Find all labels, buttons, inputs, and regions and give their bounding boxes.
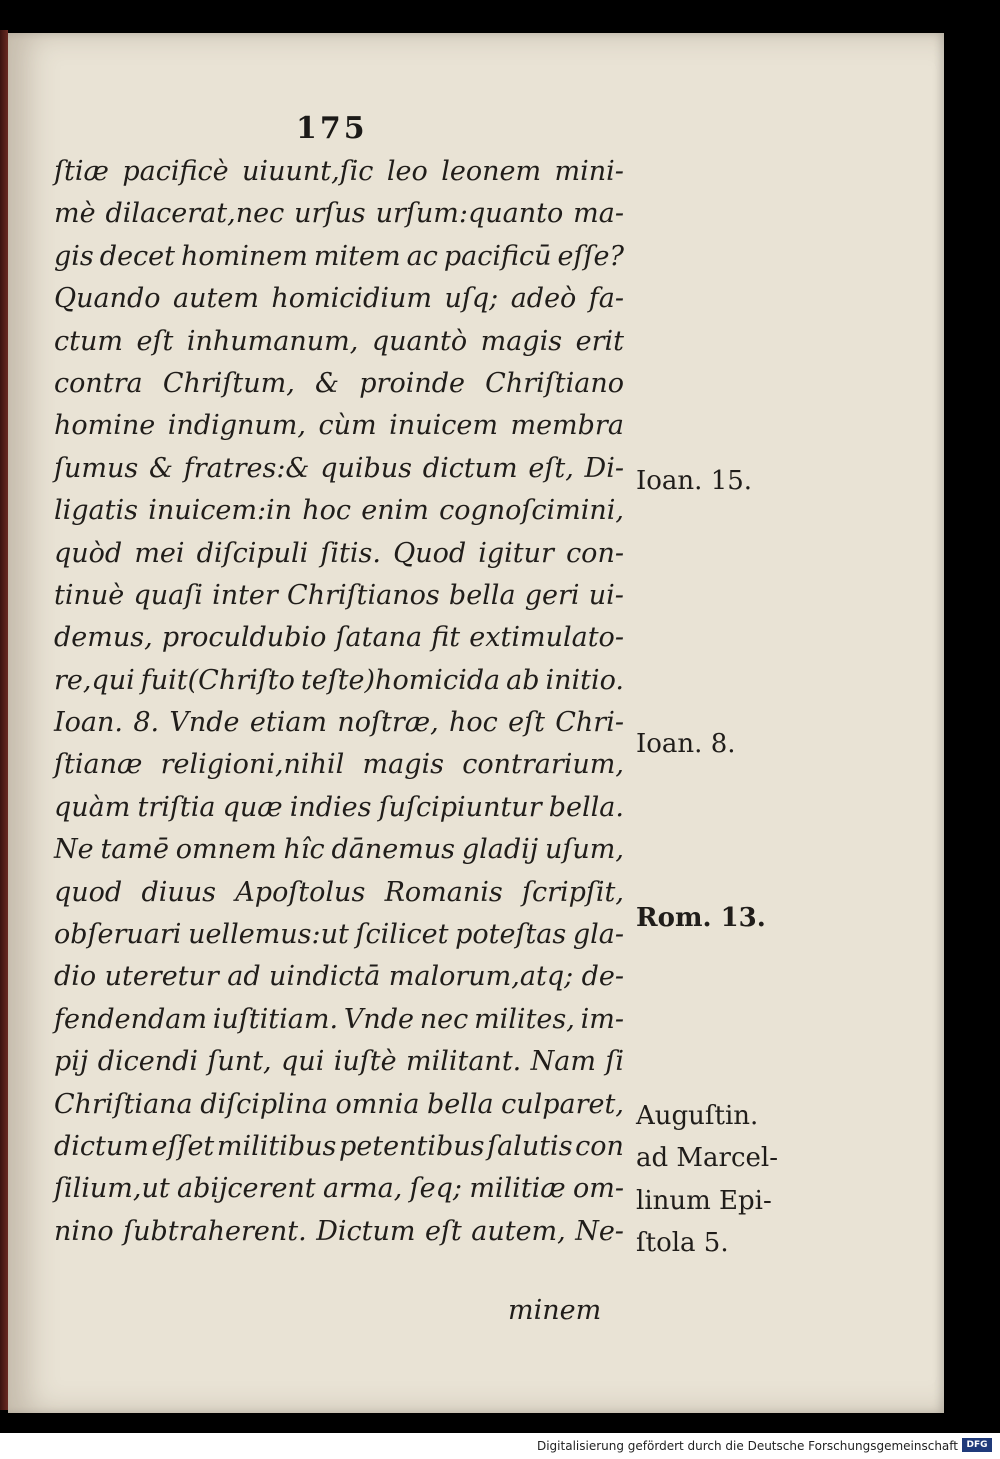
text-line: ſumus & fratres:& quibus dictum eſt, Di- [54,452,624,484]
text-line: homine indignum, cùm inuicem membra [54,410,624,442]
text-line: Chriſtiana diſciplina omnia bella culparet, [54,1088,624,1120]
margin-note: Rom. 13. [636,903,766,933]
text-line: ligatis inuicem:in hoc enim cognoſcimini, [54,495,624,527]
page-number: 175 [296,111,368,146]
text-line: re,qui fuit(Chriſto teſte)homicida ab initio. [54,664,624,696]
book-spine-edge [0,30,8,1410]
text-line: tinuè quaſi inter Chriſtianos bella geri ui- [54,579,624,611]
text-line: ctum eſt inhumanum, quantò magis erit [54,325,624,357]
text-line: Ne tamē omnem hîc dānemus gladij uſum, [54,834,624,866]
text-line: fendendam iuſtitiam. Vnde nec milites, im- [54,1003,624,1035]
text-line: Ioan. 8. Vnde etiam noſtræ, hoc eſt Chri- [54,707,624,739]
text-line: gis decet hominem mitem ac pacificū eſſe? [54,240,624,272]
margin-note: Ioan. 15. [636,466,753,496]
funding-credit: Digitalisierung gefördert durch die Deutsche Forschungsgemeinschaft [536,1439,958,1453]
text-line: ſtianæ religioni,nihil magis contrarium, [54,749,624,781]
text-line: ſilium,ut abijcerent arma, ſeq; militiæ om- [54,1173,624,1205]
main-text-block [54,151,624,1253]
text-line: dio uteretur ad uindictā malorum,atq; de- [54,961,624,993]
catchword: minem [508,1295,602,1326]
footer-bar [0,1433,1000,1459]
text-line: mè dilacerat,nec urſus urſum:quanto ma- [54,198,624,230]
text-line: quàm triſtia quæ indies ſuſcipiuntur bella. [54,791,624,823]
text-line: demus, proculdubio ſatana fit extimulato- [54,622,624,654]
margin-note: Auguſtin. ad Marcel- linum Epi- ſtola 5. [636,1101,779,1259]
text-line: quod diuus Apoſtolus Romanis ſcripſit, [54,876,624,908]
text-line: nino ſubtraherent. Dictum eſt autem, Ne- [54,1215,624,1247]
text-line: dictum eſſet militibus petentibus ſalutis con [54,1130,624,1162]
book-page [8,33,944,1413]
text-line: contra Chriſtum, & proinde Chriſtiano [54,367,624,399]
text-line: Quando autem homicidium uſq; adeò fa- [54,283,624,315]
text-line: obſeruari uellemus:ut ſcilicet poteſtas gla- [54,919,624,951]
text-line: pij dicendi ſunt, qui iuſtè militant. Nam ſi [54,1046,624,1078]
text-line: quòd mei diſcipuli ſitis. Quod igitur con- [54,537,624,569]
margin-note: Ioan. 8. [636,729,736,759]
dfg-logo: DFG [962,1438,992,1452]
text-line: ſtiæ pacificè uiuunt,ſic leo leonem mini- [54,156,624,187]
